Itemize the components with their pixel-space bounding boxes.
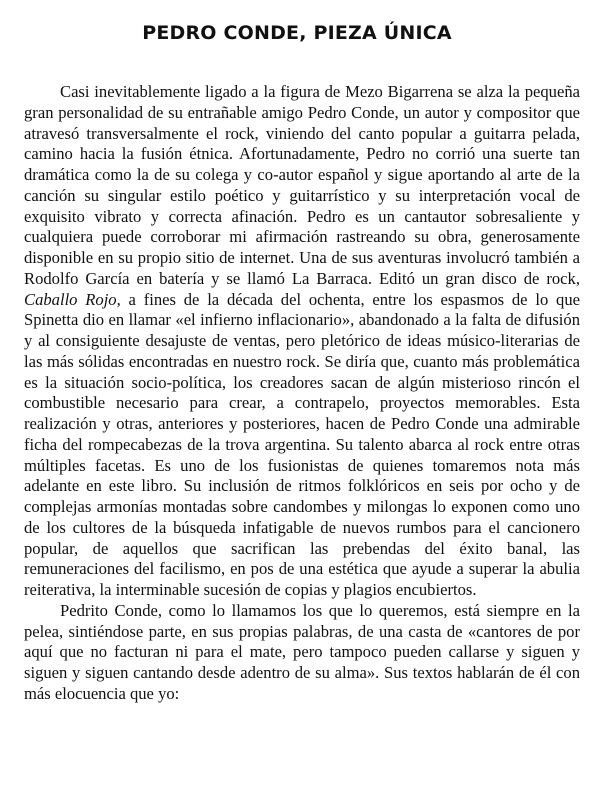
album-title: Caballo Rojo xyxy=(24,289,117,309)
paragraph-1-part-1: Casi inevitablemente ligado a la figura de Mezo Bigarrena se alza la pequeña gran personalidad de su entrañable amigo Pedro Conde, un autor y compositor que atravesó transversalmente el rock, viniendo del canto popular a guitarra pelada, camino hacia la fusión étnica. Afortunadamente, Pedro no corrió una suerte tan dramática como la de su colega y co-autor español y sigue aportando al arte de la canción su singular estilo poético y guitarrístico y su interpretación vocal de exquisito vibrato y correcta afinación. Pedro es un cantautor sobresaliente y cualquiera puede corroborar mi afirmación rastreando su obra, generosamente disponible en su propio sitio de internet. Una de sus aventuras involucró también a Rodolfo García en batería y se llamó La Barraca. Editó un gran disco de rock, xyxy=(24,82,580,288)
paragraph-1-part-2: , a fines de la década del ochenta, entre los espasmos de lo que Spinetta dio en llamar «el infierno inflacionario», abandonado a la falta de difusión y al consiguiente desajuste de ventas, pero pletórico de ideas músico-literarias de las más sólidas encontradas en nuestro rock. Se diría que, cuanto más problemática es la situación socio-política, los creadores sacan de algún misterioso rincón el combustible necesario para crear, a contrapelo, proyectos memorables. Esta realización y otras, anteriores y posteriores, hacen de Pedro Conde una admirable ficha del rompecabezas de la trova argentina. Su talento abarca al rock entre otras múltiples facetas. Es uno de los fusionistas de quienes tomaremos nota más adelante en este libro. Su inclusión de ritmos folklóricos en seis por ocho y de complejas armonías montadas sobre candombes y milongas lo exponen como uno de los cultores de la búsqueda infatigable de nuevos rumbos para el cancionero popular, de aquellos que sacrifican las prebendas del éxito banal, las remuneraciones del facilismo, en pos de una estética que ayude a superar la abulia reiterativa, la interminable sucesión de copias y plagios encubiertos. xyxy=(24,289,580,599)
chapter-body xyxy=(24,82,580,705)
paragraph-2: Pedrito Conde, como lo llamamos los que lo queremos, está siempre en la pelea, sintiéndose parte, en sus propias palabras, de una casta de «cantores de por aquí que no facturan ni para el mate, pero tampoco pueden callarse y siguen y siguen y siguen cantando desde adentro de su alma». Sus textos hablarán de él con más elocuencia que yo: xyxy=(24,600,580,703)
paragraph-1 xyxy=(24,82,580,601)
chapter-title: PEDRO CONDE, PIEZA ÚNICA xyxy=(142,22,452,44)
